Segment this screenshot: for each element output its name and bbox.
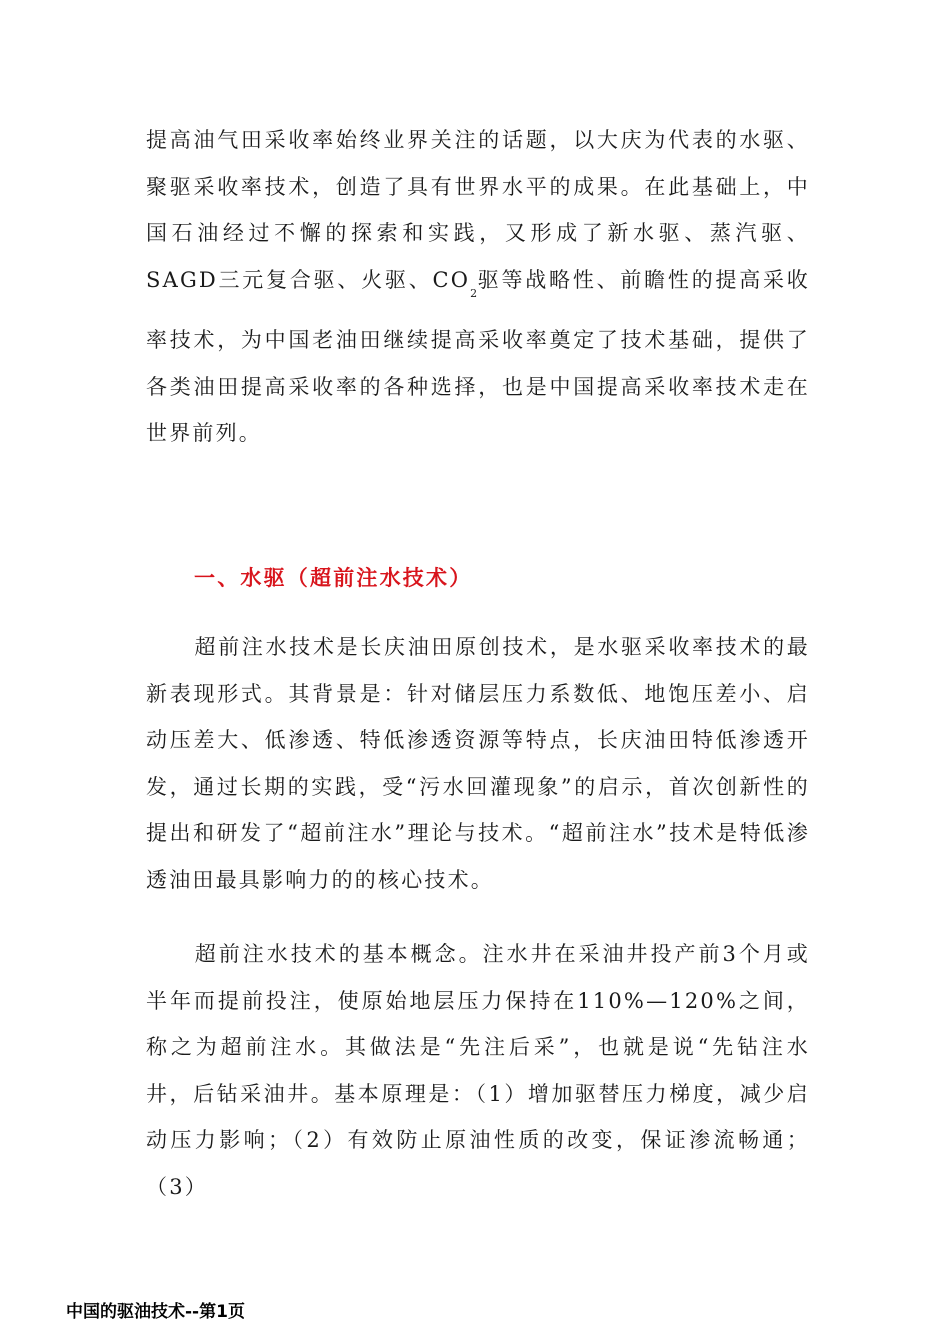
intro-paragraph (146, 117, 810, 457)
intro-text-part1: 提高油气田采收率始终业界关注的话题，以大庆为代表的水驱、聚驱采收率技术，创造了具有世界水平的成果。在此基础上，中国石油经过不懈的探索和实践，又形成了新水驱、蒸汽驱、SAGD三元复合驱、火驱、CO (146, 128, 810, 292)
concept-paragraph (146, 931, 810, 1210)
section-heading: 一、水驱（超前注水技术） (194, 565, 473, 590)
background-text: 超前注水技术是长庆油田原创技术，是水驱采收率技术的最新表现形式。其背景是：针对储层压力系数低、地饱压差小、启动压差大、低渗透、特低渗透资源等特点，长庆油田特低渗透开发，通过长期的实践，受“污水回灌现象”的启示，首次创新性的提出和研发了“超前注水”理论与技术。“超前注水”技术是特低渗透油田最具影响力的的核心技术。 (146, 635, 810, 892)
co2-subscript: 2 (470, 286, 478, 300)
intro-text-part2: 驱等战略性、前瞻性的提高采收率技术，为中国老油田继续提高采收率奠定了技术基础，提供了各类油田提高采收率的各种选择，也是中国提高采收率技术走在世界前列。 (146, 267, 810, 445)
concept-text: 超前注水技术的基本概念。注水井在采油井投产前3个月或半年而提前投注，使原始地层压力保持在110%—120%之间，称之为超前注水。其做法是“先注后采”，也就是说“先钻注水井，后钻采油井。基本原理是：（1）增加驱替压力梯度，减少启动压力影响；（2）有效防止原油性质的改变，保证渗流畅通；（3） (146, 942, 810, 1199)
background-paragraph (146, 624, 810, 903)
page-footer: 中国的驱油技术--第1页 (66, 1302, 245, 1322)
